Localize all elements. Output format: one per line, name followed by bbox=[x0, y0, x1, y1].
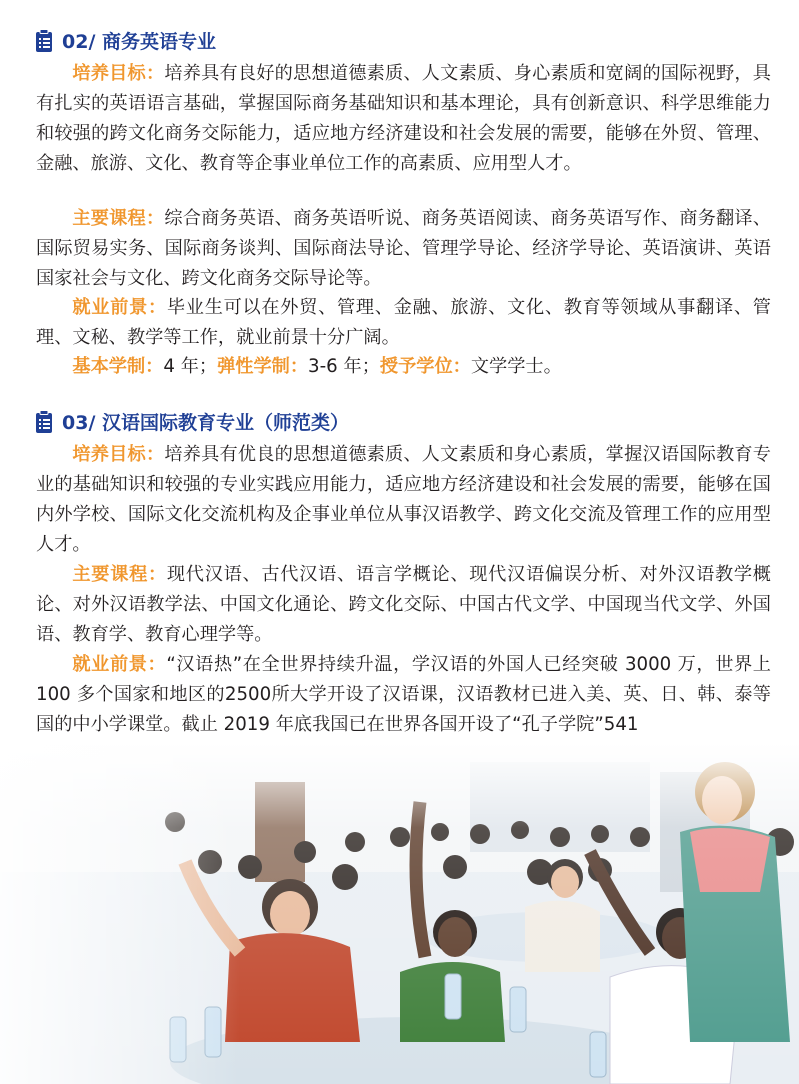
document-list-icon bbox=[34, 29, 54, 53]
main-courses-paragraph bbox=[36, 204, 771, 294]
classroom-photo bbox=[0, 742, 799, 1084]
training-goal-label: 培养目标： bbox=[72, 444, 165, 465]
flex-duration-value: 3-6 年； bbox=[308, 356, 380, 377]
section-heading-chinese-education bbox=[34, 408, 349, 435]
training-goal-paragraph bbox=[36, 59, 771, 179]
employment-label: 就业前景： bbox=[72, 654, 167, 675]
main-courses-label: 主要课程： bbox=[72, 208, 165, 229]
main-courses-text: 现代汉语、古代汉语、语言学概论、现代汉语偏误分析、对外汉语教学概论、对外汉语教学法、中国文化通论、跨文化交际、中国古代文学、中国现当代文学、外国语、教育学、教育心理学等。 bbox=[36, 564, 771, 645]
degree-value: 文学学士。 bbox=[470, 356, 562, 377]
training-goal-paragraph bbox=[36, 440, 771, 560]
training-goal-text: 培养具有良好的思想道德素质、人文素质、身心素质和宽阔的国际视野，具有扎实的英语语言基础，掌握国际商务基础知识和基本理论，具有创新意识、科学思维能力和较强的跨文化商务交际能力，适应地方经济建设和社会发展的需要，能够在外贸、管理、金融、旅游、文化、教育等企事业单位工作的高素质、应用型人才。 bbox=[36, 63, 771, 174]
main-courses-label: 主要课程： bbox=[72, 564, 167, 585]
employment-paragraph bbox=[36, 650, 771, 740]
students-classroom-illustration bbox=[0, 742, 799, 1084]
flex-duration-label: 弹性学制： bbox=[217, 356, 309, 377]
employment-text: “汉语热”在全世界持续升温，学汉语的外国人已经突破 3000 万，世界上 100 多个国家和地区的2500所大学开设了汉语课，汉语教材已进入美、英、日、韩、泰等国的中小学课堂。截止 2019 年底我国已在世界各国开设了“孔子学院”541 bbox=[36, 654, 771, 735]
main-courses-text: 综合商务英语、商务英语听说、商务英语阅读、商务英语写作、商务翻译、国际贸易实务、国际商务谈判、国际商法导论、管理学导论、经济学导论、英语演讲、英语国家社会与文化、跨文化商务交际导论等。 bbox=[36, 208, 771, 289]
program-basics-line bbox=[36, 352, 771, 382]
training-goal-text: 培养具有优良的思想道德素质、人文素质和身心素质，掌握汉语国际教育专业的基础知识和较强的专业实践应用能力，适应地方经济建设和社会发展的需要，能够在国内外学校、国际文化交流机构及企事业单位从事汉语教学、跨文化交流及管理工作的应用型人才。 bbox=[36, 444, 771, 555]
section-heading-text: 03/ 汉语国际教育专业（师范类） bbox=[62, 412, 349, 434]
section-heading-text: 02/ 商务英语专业 bbox=[62, 31, 216, 53]
employment-label: 就业前景： bbox=[72, 297, 167, 318]
employment-text: 毕业生可以在外贸、管理、金融、旅游、文化、教育等领域从事翻译、管理、文秘、教学等工作，就业前景十分广阔。 bbox=[36, 297, 771, 348]
duration-label: 基本学制： bbox=[72, 356, 164, 377]
training-goal-label: 培养目标： bbox=[72, 63, 165, 84]
main-courses-paragraph bbox=[36, 560, 771, 650]
degree-label: 授予学位： bbox=[379, 356, 471, 377]
duration-value: 4 年； bbox=[163, 356, 218, 377]
section-heading-business-english bbox=[34, 27, 216, 54]
employment-paragraph bbox=[36, 293, 771, 353]
document-list-icon bbox=[34, 410, 54, 434]
